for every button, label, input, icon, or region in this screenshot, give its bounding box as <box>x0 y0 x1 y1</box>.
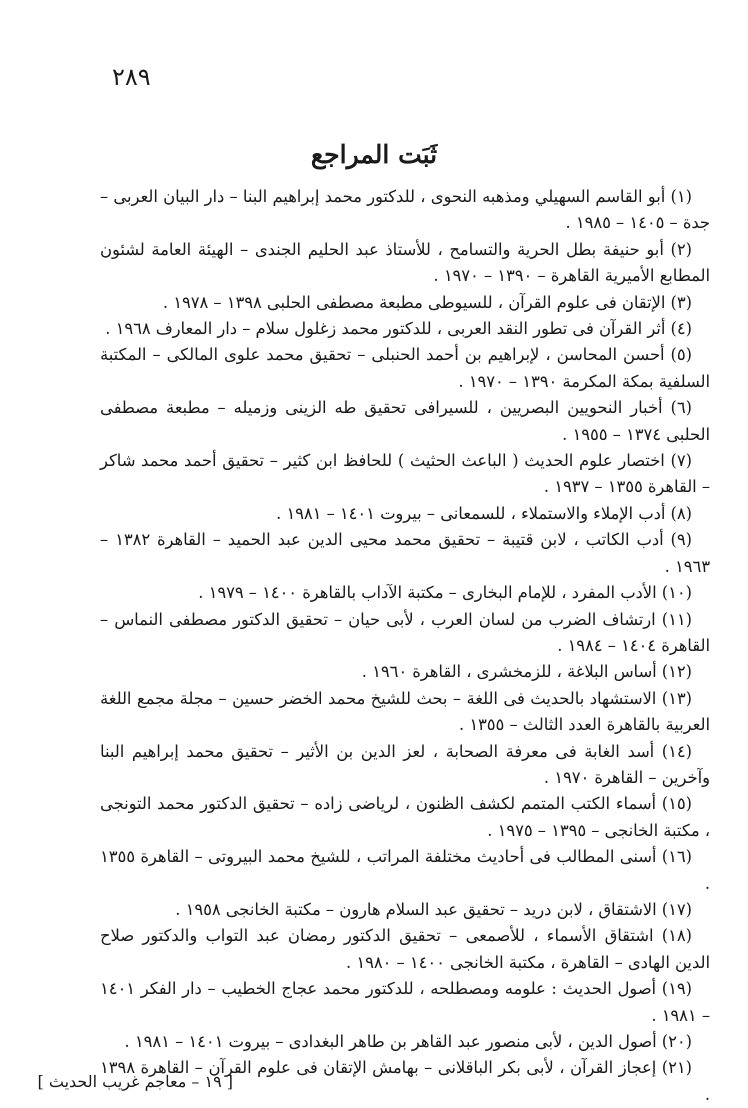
page-number: ٢٨٩ <box>112 63 151 91</box>
reference-item: (٣) الإتقان فى علوم القرآن ، للسيوطى مطبعة مصطفى الحلبى ١٣٩٨ – ١٩٧٨ . <box>162 292 692 312</box>
reference-item: (٢٠) أصول الدين ، لأبى منصور عبد القاهر بن طاهر البغدادى – بيروت ١٤٠١ – ١٩٨١ . <box>124 1032 692 1051</box>
reference-item: (١٠) الأدب المفرد ، للإمام البخارى – مكتبة الآداب بالقاهرة ١٤٠٠ – ١٩٧٩ . <box>198 583 692 603</box>
reference-item: (١٦) أسنى المطالب فى أحاديث مختلفة المراتب ، للشيخ محمد البيروتى – القاهرة ١٣٥٥ . <box>100 847 710 893</box>
reference-item: (١٤) أسد الغابة فى معرفة الصحابة ، لعز الدين بن الأثير – تحقيق محمد إبراهيم البنا وآخرين – القاهرة ١٩٧٠ . <box>100 741 710 787</box>
reference-item: (٥) أحسن المحاسن ، لإبراهيم بن أحمد الحنبلى – تحقيق محمد علوى المالكى – المكتبة السلفية بمكة المكرمة ١٣٩٠ – ١٩٧٠ . <box>100 345 710 391</box>
reference-item: (١٣) الاستشهاد بالحديث فى اللغة – بحث للشيخ محمد الخضر حسين – مجلة مجمع اللغة العربية بالقاهرة العدد الثالث – ١٣٥٥ . <box>100 688 710 735</box>
reference-item: (٤) أثر القرآن فى تطور النقد العربى ، للدكتور محمد زغلول سلام – دار المعارف ١٩٦٨ . <box>105 319 692 339</box>
reference-item: (١٨) اشتقاق الأسماء ، للأصمعى – تحقيق الدكتور رمضان عبد التواب والدكتور صلاح الدين الهادى – القاهرة ، مكتبة الخانجى ١٤٠٠ – ١٩٨٠ . <box>100 926 710 972</box>
reference-item: (١) أبو القاسم السهيلي ومذهبه النحوى ، للدكتور محمد إبراهيم البنا – دار البيان العربى – جدة – ١٤٠٥ – ١٩٨٥ . <box>100 187 710 233</box>
reference-item: (١٢) أساس البلاغة ، للزمخشرى ، القاهرة ١٩٦٠ . <box>361 662 692 682</box>
references-list <box>100 184 710 1108</box>
reference-item: (١٥) أسماء الكتب المتمم لكشف الظنون ، لرياضى زاده – تحقيق الدكتور محمد التونجى ، مكتبة الخانجى – ١٣٩٥ – ١٩٧٥ . <box>100 794 710 840</box>
reference-item: (١١) ارتشاف الضرب من لسان العرب ، لأبى حيان – تحقيق الدكتور مصطفى النماس – القاهرة ١٤٠٤ – ١٩٨٤ . <box>100 609 710 655</box>
reference-item: (٩) أدب الكاتب ، لابن قتيبة – تحقيق محمد محيى الدين عبد الحميد – القاهرة ١٣٨٢ – ١٩٦٣ . <box>100 530 710 576</box>
reference-item: (٢١) إعجاز القرآن ، لأبى بكر الباقلانى – بهامش الإتقان فى علوم القرآن – القاهرة ١٣٩٨ . <box>100 1058 710 1104</box>
reference-item: (٢) أبو حنيفة بطل الحرية والتسامح ، للأستاذ عبد الحليم الجندى – الهيئة العامة لشئون المطابع الأميرية القاهرة – ١٣٩٠ – ١٩٧٠ . <box>100 239 710 286</box>
reference-item: (٨) أدب الإملاء والاستملاء ، للسمعانى – بيروت ١٤٠١ – ١٩٨١ . <box>276 503 692 523</box>
reference-item: (١٩) أصول الحديث : علومه ومصطلحه ، للدكتور محمد عجاج الخطيب – دار الفكر ١٤٠١ – ١٩٨١ . <box>100 979 710 1025</box>
reference-item: (١٧) الاشتقاق ، لابن دريد – تحقيق عبد السلام هارون – مكتبة الخانجى ١٩٥٨ . <box>175 899 692 919</box>
reference-item: (٧) اختصار علوم الحديث ( الباعث الحثيث ) للحافظ ابن كثير – تحقيق أحمد محمد شاكر – القاهرة ١٣٥٥ – ١٩٣٧ . <box>100 451 710 497</box>
footer-signature: [ ١٩ – معاجم غريب الحديث ] <box>37 1072 233 1091</box>
page-title: ثَبَت المراجع <box>310 140 438 169</box>
reference-item: (٦) أخبار النحويين البصريين ، للسيرافى تحقيق طه الزينى وزميله – مطبعة مصطفى الحلبى ١٣٧٤ – ١٩٥٥ . <box>100 398 710 444</box>
